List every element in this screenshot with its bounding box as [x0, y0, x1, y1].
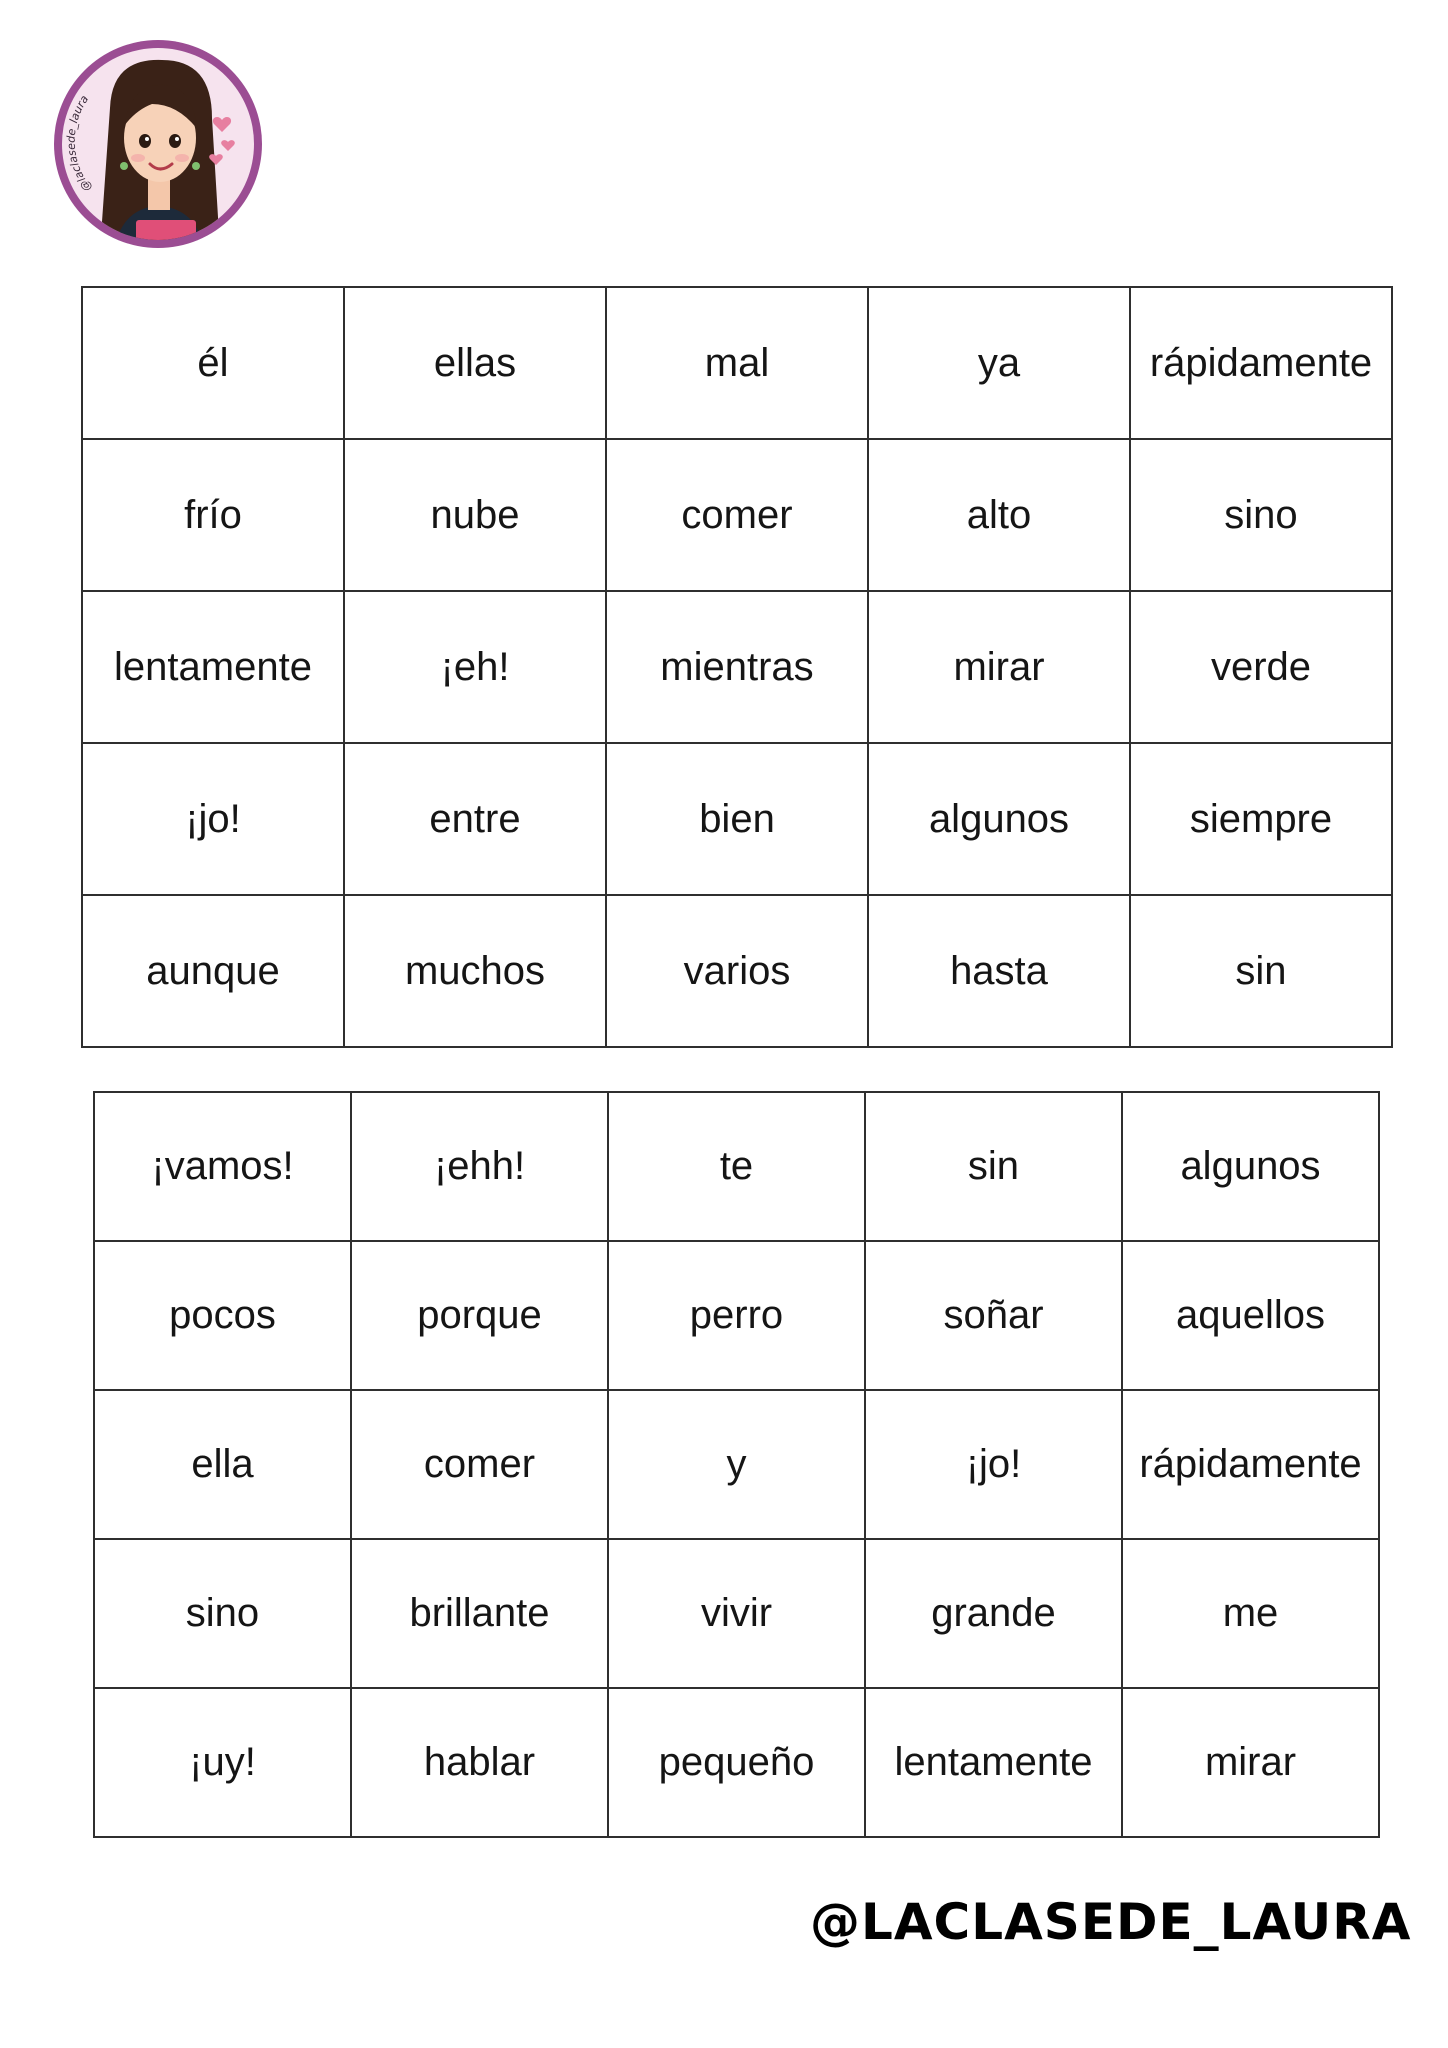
- board-row: [94, 1688, 1379, 1837]
- board-cell: varios: [606, 895, 868, 1047]
- board-cell: vivir: [608, 1539, 865, 1688]
- board-cell: ¡eh!: [344, 591, 606, 743]
- board-cell: ya: [868, 287, 1130, 439]
- board-row: [94, 1390, 1379, 1539]
- board-row: [82, 439, 1392, 591]
- board-cell: y: [608, 1390, 865, 1539]
- board-row: [94, 1241, 1379, 1390]
- board-cell: algunos: [1122, 1092, 1379, 1241]
- board-cell: frío: [82, 439, 344, 591]
- board-cell: muchos: [344, 895, 606, 1047]
- board-cell: ¡vamos!: [94, 1092, 351, 1241]
- board-cell: mientras: [606, 591, 868, 743]
- board-cell: nube: [344, 439, 606, 591]
- board-cell: hasta: [868, 895, 1130, 1047]
- board-row: [82, 743, 1392, 895]
- board-cell: entre: [344, 743, 606, 895]
- board-cell: me: [1122, 1539, 1379, 1688]
- board-cell: lentamente: [82, 591, 344, 743]
- board-cell: algunos: [868, 743, 1130, 895]
- board-cell: sino: [94, 1539, 351, 1688]
- board-cell: verde: [1130, 591, 1392, 743]
- board-cell: lentamente: [865, 1688, 1122, 1837]
- footer-handle: @LACLASEDE_LAURA: [810, 1893, 1412, 1951]
- board-cell: mal: [606, 287, 868, 439]
- board-cell: sin: [865, 1092, 1122, 1241]
- board-cell: alto: [868, 439, 1130, 591]
- board-cell: sin: [1130, 895, 1392, 1047]
- board-cell: porque: [351, 1241, 608, 1390]
- bingo-board: [81, 286, 1393, 1048]
- logo-avatar: [52, 38, 264, 250]
- board-cell: ¡uy!: [94, 1688, 351, 1837]
- board-cell: ¡ehh!: [351, 1092, 608, 1241]
- board-cell: pequeño: [608, 1688, 865, 1837]
- board-cell: hablar: [351, 1688, 608, 1837]
- board-cell: ¡jo!: [865, 1390, 1122, 1539]
- logo-handle-text: @laclasede_laura: [64, 92, 95, 195]
- board-cell: grande: [865, 1539, 1122, 1688]
- board-cell: perro: [608, 1241, 865, 1390]
- board-row: [82, 895, 1392, 1047]
- board-cell: brillante: [351, 1539, 608, 1688]
- board-cell: él: [82, 287, 344, 439]
- board-cell: ¡jo!: [82, 743, 344, 895]
- board-cell: soñar: [865, 1241, 1122, 1390]
- board-cell: mirar: [868, 591, 1130, 743]
- board-cell: bien: [606, 743, 868, 895]
- board-cell: comer: [606, 439, 868, 591]
- board-row: [82, 591, 1392, 743]
- board-cell: aunque: [82, 895, 344, 1047]
- board-cell: aquellos: [1122, 1241, 1379, 1390]
- board-cell: sino: [1130, 439, 1392, 591]
- board-cell: te: [608, 1092, 865, 1241]
- board-cell: rápidamente: [1130, 287, 1392, 439]
- board-cell: mirar: [1122, 1688, 1379, 1837]
- board-row: [82, 287, 1392, 439]
- board-cell: ella: [94, 1390, 351, 1539]
- board-row: [94, 1092, 1379, 1241]
- board-cell: comer: [351, 1390, 608, 1539]
- board-row: [94, 1539, 1379, 1688]
- board-cell: ellas: [344, 287, 606, 439]
- board-cell: rápidamente: [1122, 1390, 1379, 1539]
- board-cell: siempre: [1130, 743, 1392, 895]
- bingo-board: [93, 1091, 1380, 1838]
- board-cell: pocos: [94, 1241, 351, 1390]
